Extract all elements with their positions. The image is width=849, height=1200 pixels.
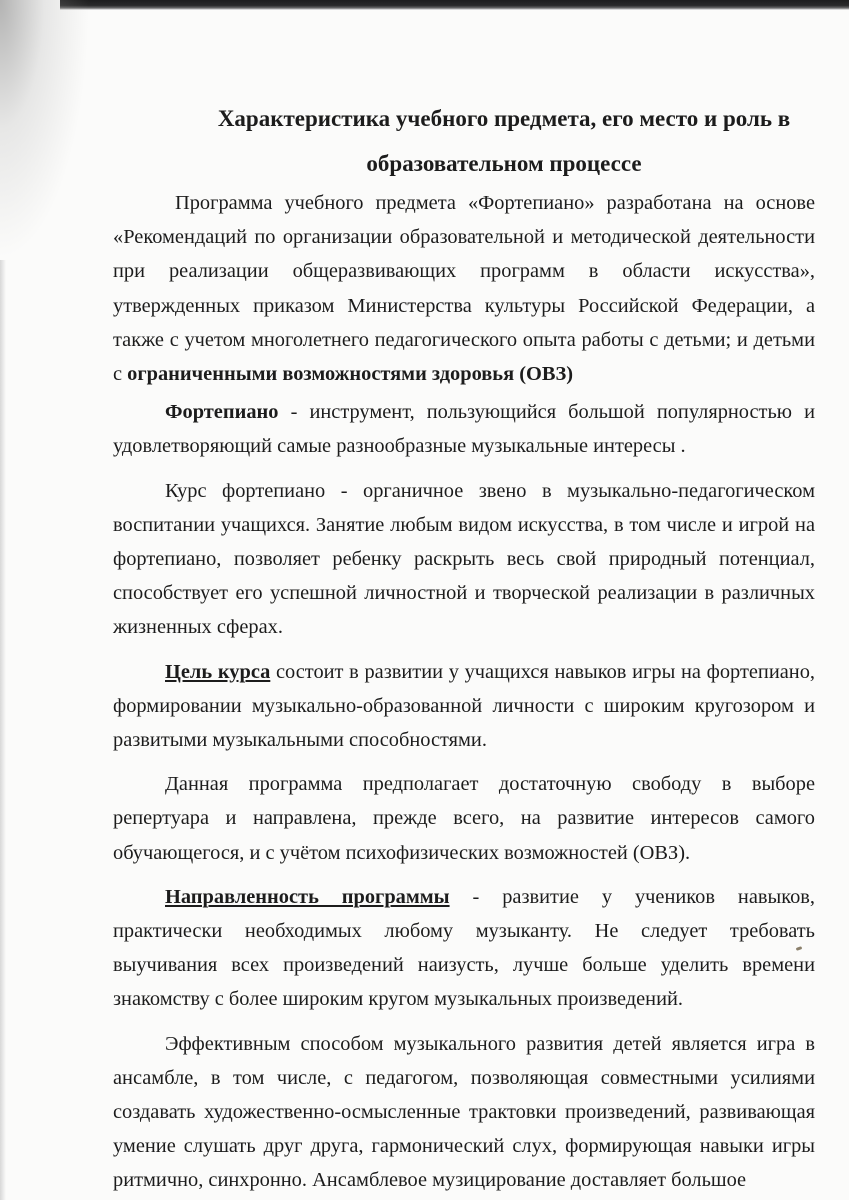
paragraph-text: состоит в развитии у учащихся навыков игры на фортепиано, формировании музыкально-образованной личности с широким кругозором и развитыми музыкальными способностями.: [113, 660, 815, 752]
paragraph-program-freedom: [113, 767, 815, 870]
scan-shadow-corner: [0, 0, 90, 260]
paragraph-text: - инструмент, пользующийся большой популярностью и удовлетворяющий самые разнообразные музыкальные интересы .: [113, 401, 815, 458]
paragraph-text: Курс фортепиано - органичное звено в музыкально-педагогическом воспитании учащихся. Занятие любым видом искусства, в том числе и игрой на фортепиано, позволяет ребенку раскрыть весь свой природный потенциал, способствует его успешной личностной и творческой реализации в различных жизненных сферах.: [113, 479, 815, 639]
ovz-emphasis: ограниченными возможностями здоровья (ОВЗ): [127, 363, 574, 386]
paragraph-text: - развитие у учеников навыков, практически необходимых любому музыканту. Не следует требовать выучивания всех произведений наизусть, лучше больше уделить времени знакомству с более широким кругом музыкальных произведений.: [113, 885, 815, 1011]
scan-shadow-left: [0, 260, 6, 1200]
paragraph-course-goal: [113, 655, 815, 758]
scan-shadow-top: [60, 0, 849, 10]
paragraph-ensemble: [113, 1027, 815, 1198]
document-body: [113, 96, 815, 1198]
paragraph-text: Данная программа предполагает достаточную свободу в выборе репертуара и направлена, прежде всего, на развитие интересов самого обучающегося, и с учётом психофизических возможностей (ОВЗ).: [113, 773, 815, 864]
paragraph-text: Эффективным способом музыкального развития детей является игра в ансамбле, в том числе, с педагогом, позволяющая совместными усилиями создавать художественно-осмысленные трактовки произведений, развивающая умение слушать друг друга, гармонический слух, формирующая навыки игры ритмично, синхронно. Ансамблевое музицирование доставляет большое: [113, 1032, 815, 1192]
term-course-goal: Цель курса: [165, 660, 271, 683]
paragraph-program-basis: [113, 186, 815, 391]
paragraph-piano-definition: [113, 395, 815, 463]
term-program-direction: Направленность программы: [165, 885, 450, 908]
document-title: Характеристика учебного предмета, его место и роль в образовательном процессе: [217, 106, 791, 176]
paragraph-text: Программа учебного предмета «Фортепиано» разработана на основе «Рекомендаций по организации образовательной и методической деятельности при реализации общеразвивающих программ в области искусства», утвержденных приказом Министерства культуры Российской Федерации, а также с учетом многолетнего педагогического опыта работы с детьми; и детьми с: [113, 192, 815, 386]
term-piano: Фортепиано: [165, 401, 279, 424]
paragraph-course: [113, 474, 815, 645]
paragraph-program-direction: [113, 880, 815, 1017]
